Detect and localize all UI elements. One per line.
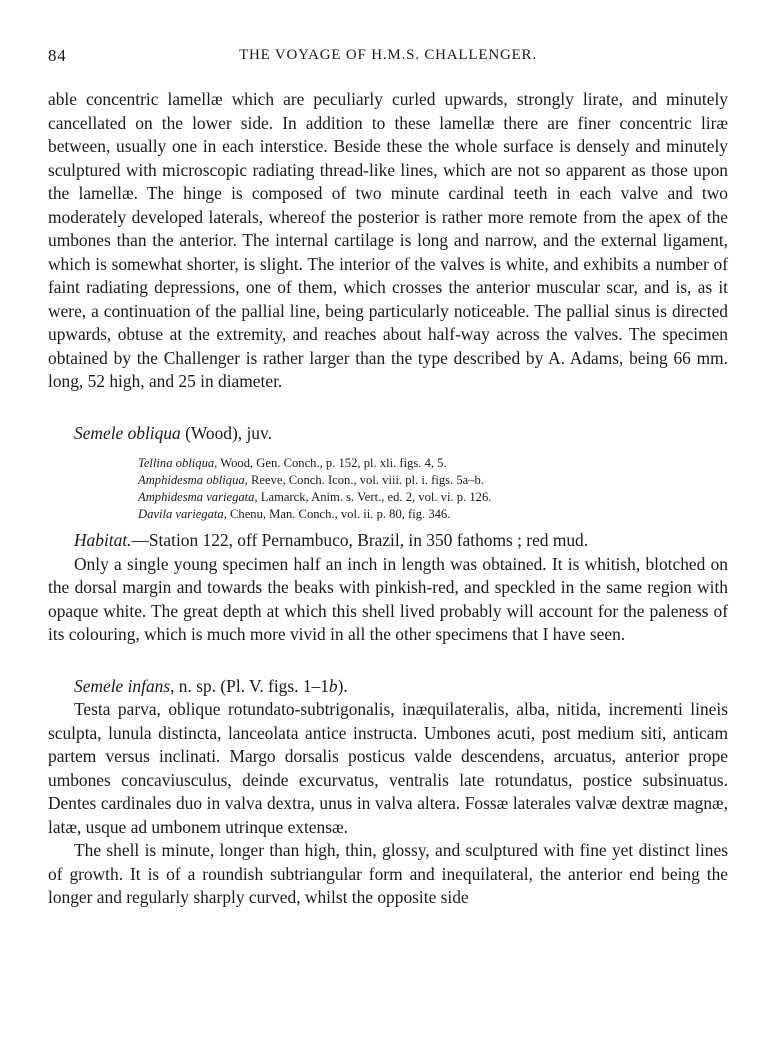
- species-authority: , n. sp. (Pl. V. figs. 1–1: [170, 675, 329, 696]
- synonym-name: Tellina obliqua: [138, 456, 215, 470]
- synonym-reference: , Wood, Gen. Conch., p. 152, pl. xli. figs. 4, 5.: [214, 456, 447, 470]
- species-authority: (Wood), juv.: [185, 422, 272, 443]
- running-title: THE VOYAGE OF H.M.S. CHALLENGER.: [239, 47, 537, 63]
- english-description-paragraph: The shell is minute, longer than high, thin, glossy, and sculptured with fine yet distinct lines of growth. It is of a roundish subtriangular form and inequilateral, the anterior end being the longer and regularly sharply curved, whilst the opposite side: [48, 840, 728, 907]
- running-header: [48, 46, 728, 70]
- species-heading-semele-infans: [48, 675, 728, 699]
- synonym-name: Amphidesma obliqua: [138, 473, 245, 487]
- synonymy-list: [138, 455, 728, 523]
- continued-paragraph: able concentric lamellæ which are peculiarly curled upwards, strongly lirate, and minutely cancellated on the lower side. In addition to these lamellæ there are finer concentric liræ between, usually one in each interstice. Beside these the whole surface is densely and minutely sculptured with microscopic radiating thread-like lines, which are not so apparent as those upon the lamellæ. The hinge is composed of two minute cardinal teeth in each valve and two moderately developed laterals, whereof the posterior is rather more remote from the apex of the umbones than the anterior. The internal cartilage is long and narrow, and the external ligament, which is somewhat shorter, is slight. The interior of the valves is white, and exhibits a number of faint radiating depressions, one of them, which crosses the anterior muscular scar, and is, as it were, a continuation of the pallial line, being particularly noticeable. The pallial sinus is directed upwards, obtuse at the extremity, and reaches about half-way across the valves. The specimen obtained by the Challenger is rather larger than the type described by A. Adams, being 66 mm. long, 52 high, and 25 in diameter.: [48, 89, 728, 391]
- habitat-label: Habitat.: [74, 530, 132, 550]
- synonym-name: Amphidesma variegata: [138, 490, 255, 504]
- synonym-name: Davila variegata: [138, 507, 224, 521]
- synonym-entry: [138, 489, 728, 506]
- species-heading-semele-obliqua: [48, 422, 728, 446]
- synonym-entry: [138, 455, 728, 472]
- synonym-entry: [138, 506, 728, 523]
- species-name: Semele obliqua: [74, 422, 181, 443]
- page-body: [48, 88, 728, 910]
- habitat-line: [48, 529, 728, 553]
- species-description-paragraph: Only a single young specimen half an inch in length was obtained. It is whitish, blotched on the dorsal margin and towards the beaks with pinkish-red, and speckled in the same region with opaque white. The great depth at which this shell lived probably will account for the paleness of its colouring, which is much more vivid in all the other specimens that I have seen.: [48, 553, 728, 644]
- latin-diagnosis-paragraph: Testa parva, oblique rotundato-subtrigonalis, inæquilateralis, alba, nitida, incrementi lineis sculpta, lunula distincta, lanceolata antice instructa. Umbones acuti, post medium siti, anticam partem versus inclinati. Margo dorsalis posticus valde descendens, arcuatus, anterior prope umbones concaviusculus, deinde excurvatus, ventralis late rotundatus, postice subsinuatus. Dentes cardinales duo in valva dextra, unus in valva altera. Fossæ laterales valvæ dextræ magnæ, latæ, usque ad umbonem utrinque extensæ.: [48, 699, 728, 837]
- species-name: Semele infans: [74, 675, 171, 696]
- page-number: 84: [48, 46, 67, 65]
- synonym-entry: [138, 472, 728, 489]
- synonym-reference: , Chenu, Man. Conch., vol. ii. p. 80, fig. 346.: [223, 507, 451, 521]
- synonym-reference: , Reeve, Conch. Icon., vol. viii. pl. i. figs. 5a–b.: [244, 473, 484, 487]
- habitat-text: —Station 122, off Pernambuco, Brazil, in 350 fathoms ; red mud.: [131, 530, 589, 550]
- figure-suffix: b: [328, 675, 338, 696]
- synonym-reference: , Lamarck, Anim. s. Vert., ed. 2, vol. vi. p. 126.: [254, 490, 492, 504]
- heading-close: ).: [337, 675, 348, 696]
